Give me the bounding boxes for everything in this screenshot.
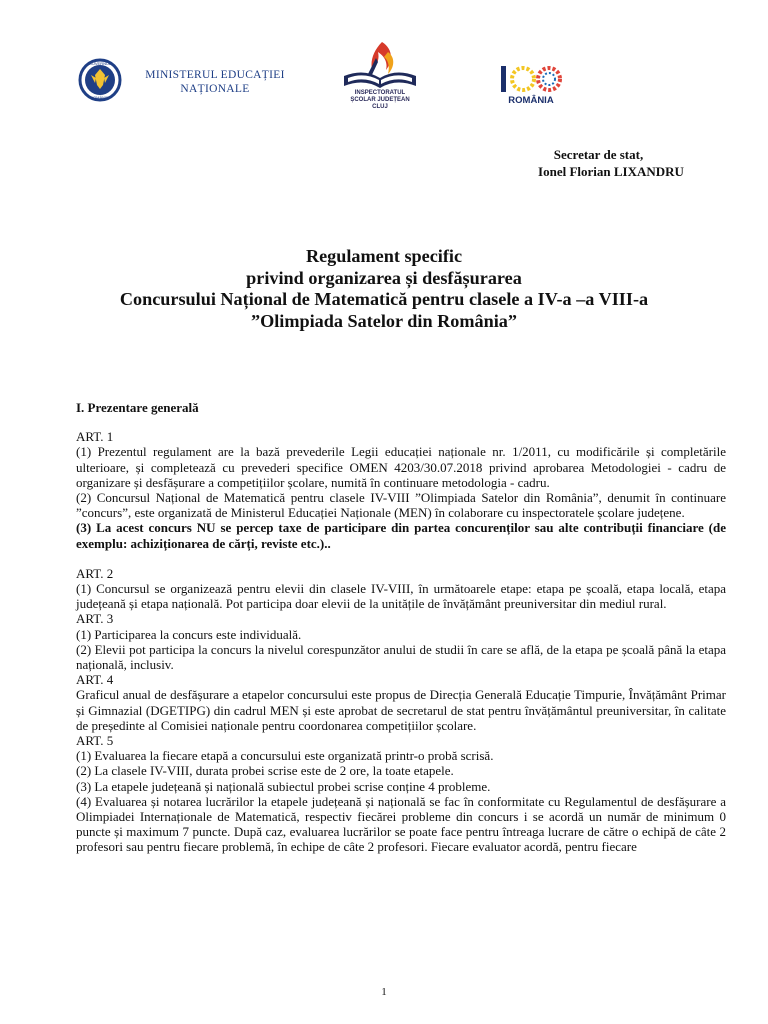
article-heading: ART. 3 <box>76 611 114 627</box>
isj-name-line2: ȘCOLAR JUDEȚEAN <box>350 97 410 103</box>
article-4 <box>76 672 726 733</box>
isj-name-line3: CLUJ <box>372 104 388 110</box>
ministry-name <box>135 68 295 96</box>
isj-logo <box>330 38 430 112</box>
article-heading: ART. 2 <box>76 565 114 581</box>
crest-bottom-text: ROMÂNIEI <box>90 95 110 100</box>
article-paragraph: (1) Participarea la concurs este individuală. <box>76 626 302 642</box>
article-2 <box>76 566 726 612</box>
article-1 <box>76 429 726 551</box>
article-paragraph: (1) Prezentul regulament are la bază prevederile Legii educației naționale nr. 1/2011, cu modificările și completările ulterioare, și completează cu prevederi specifice OMEN 4203/30.07.2018 privind aprobarea Metodologiei - cadru de organizare și desfășurare a competițiilor școlare, numită în continuare metodologia - cadru. <box>76 444 726 490</box>
article-3 <box>76 611 726 672</box>
page-number: 1 <box>381 986 387 998</box>
isj-name-line1: INSPECTORATUL <box>354 90 406 96</box>
article-heading: ART. 1 <box>76 429 114 445</box>
ministry-name-line2: NAȚIONALE <box>180 83 250 95</box>
article-paragraph: Graficul anual de desfășurare a etapelor concursului este propus de Direcția Generală Educație Timpurie, Învățământ Primar și Gimnazial (DGETIPG) din cadrul MEN și este aprobat de secretarul de stat pentru învățământul preuniversitar, în calitate de președinte al Comisiei naționale pentru coordonarea competițiilor școlare. <box>76 687 726 733</box>
section-title: I. Prezentare generală <box>76 400 199 415</box>
article-paragraph: (4) Evaluarea și notarea lucrărilor la etapele județeană și națională se fac în conformitate cu Regulamentul de desfășurare a Olimpiadei Internaționale de Matematică, respectiv fiecărei probleme din concurs i se acordă un număr de minimum 0 puncte și maximum 7 puncte. După caz, evaluarea lucrărilor se poate face pentru întreaga lucrare de către o echipă de câte 2 profesori sau pentru fiecare problemă, în echipe de câte 2 profesori. Fiecare evaluator acordă, pentru fiecare <box>76 793 726 855</box>
page-header <box>0 0 768 120</box>
government-crest-icon <box>78 58 130 102</box>
article-paragraph: (3) La etapele județeană și națională subiectul probei scrise conține 4 probleme. <box>76 778 491 794</box>
article-paragraph: (1) Evaluarea la fiecare etapă a concursului este organizată printr-o probă scrisă. <box>76 748 494 764</box>
article-heading: ART. 5 <box>76 733 114 749</box>
ministry-name-line1: MINISTERUL EDUCAȚIEI <box>145 69 285 81</box>
signature-role: Secretar de stat, <box>553 147 644 162</box>
centenary-logo <box>495 60 575 112</box>
title-line3: Concursului Național de Matematică pentru clasele a IV-a –a VIII-a <box>119 289 649 309</box>
title-line4: ”Olimpiada Satelor din România” <box>251 310 517 331</box>
article-paragraph: (2) Concursul Național de Matematică pentru clasele IV-VIII ”Olimpiada Satelor din România”, denumit în continuare ”concurs”, este organizată de Ministerul Educației Naționale (MEN) în colaborare cu inspectoratele școlare județene. <box>76 490 726 521</box>
centenary-number: 100 <box>535 84 537 85</box>
centenary-label: ROMÂNIA <box>508 95 554 106</box>
signature-block <box>496 146 726 180</box>
ministry-logo <box>78 58 288 102</box>
title-line1: Regulament specific <box>305 246 463 266</box>
article-paragraph: (3) La acest concurs NU se percep taxe de participare din partea concurenților sau alte contribuții financiare (de exemplu: achiziționarea de cărți, reviste etc.).. <box>76 520 726 551</box>
document-title <box>40 246 728 332</box>
article-paragraph: (2) La clasele IV-VIII, durata probei scrise este de 2 ore, la toate etapele. <box>76 763 454 779</box>
article-paragraph: (1) Concursul se organizează pentru elevii din clasele IV-VIII, în următoarele etape: etapa pe școală, etapa locală, etapa județeană și etapa națională. Pot participa doar elevii de la unitățile de învățământ preuniversitar din mediul rural. <box>76 581 726 612</box>
crest-top-text: GUVERNUL <box>88 61 112 66</box>
title-line2: privind organizarea și desfășurarea <box>246 267 522 288</box>
article-heading: ART. 4 <box>76 672 114 688</box>
flame-book-icon <box>330 38 430 92</box>
document-body <box>76 400 726 855</box>
centenary-100-icon <box>495 60 575 96</box>
isj-name <box>330 90 430 111</box>
article-5 <box>76 733 726 855</box>
article-paragraph: (2) Elevii pot participa la concurs la nivelul corespunzător anului de studii în care se află, de la etapa pe școală până la etapa națională, inclusiv. <box>76 641 726 673</box>
signature-name: Ionel Florian LIXANDRU <box>538 164 684 179</box>
